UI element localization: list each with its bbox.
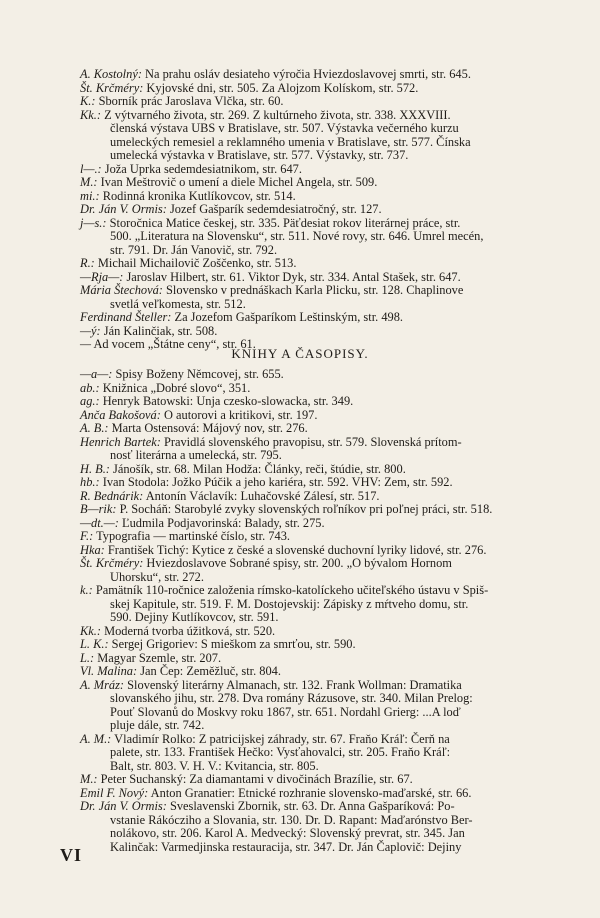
entry-author: ab.:	[80, 380, 100, 395]
entry-author: mi.:	[80, 188, 100, 203]
index-entry	[80, 652, 530, 666]
entry-text-line: Michail Michailovič Zoščenko, str. 513.	[94, 256, 297, 270]
index-entry	[80, 271, 530, 285]
entry-text-line: skej Kapitule, str. 519. F. M. Dostojevskij: Zápisky z mŕtveho domu, str.	[110, 596, 469, 611]
entry-text-line: Vladimír Rolko: Z patricijskej záhrady, str. 67. Fraňo Kráľ: Čerň na	[111, 731, 450, 746]
section-heading: KNIHY A ČASOPISY.	[231, 346, 369, 361]
index-entry	[80, 557, 530, 584]
index-entry	[80, 490, 530, 504]
entry-text-line: umeleckých remesiel a reklamného umenia v Bratislave, str. 577. Čínska	[110, 134, 471, 149]
entry-author: A. Mráz:	[80, 677, 125, 692]
entry-author: l—.:	[80, 161, 102, 176]
entry-author: Anča Bakošová:	[80, 407, 161, 422]
entry-author: —ý:	[80, 323, 101, 338]
entry-text-line: Antonín Václavík: Luhačovské Zálesí, str. 517.	[143, 488, 380, 503]
entry-text-line: Za Jozefom Gašparíkom Leštinským, str. 498.	[171, 310, 404, 324]
entry-author: Henrich Bartek:	[80, 434, 161, 449]
entry-author: Dr. Ján V. Ormis:	[80, 799, 167, 813]
index-entry	[80, 530, 530, 544]
entry-text-line: Rodinná kronika Kutlíkovcov, str. 514.	[99, 188, 296, 203]
entry-text-line: Moderná tvorba úžitková, str. 520.	[101, 623, 276, 638]
entry-text-line: Jozef Gašparík sedemdesiatročný, str. 127.	[166, 202, 382, 216]
entry-text-line: Marta Ostensová: Májový nov, str. 276.	[108, 421, 308, 435]
index-entry	[80, 436, 530, 463]
entry-author: Št. Krčméry:	[80, 556, 144, 570]
index-entry	[80, 733, 530, 774]
entry-text-line: str. 791. Dr. Ján Vanovič, str. 792.	[110, 242, 278, 257]
index-entry	[80, 109, 530, 163]
entry-text-line: Pamätník 110-ročnice založenia rímsko-katolíckeho učiteľského ústavu v Spiš-	[92, 583, 489, 597]
entry-author: —dt.—:	[80, 515, 119, 530]
entry-author: Mária Štechová:	[80, 283, 163, 297]
entry-author: A. Kostolný:	[80, 67, 142, 81]
entry-text-line: Pouť Slovanů do Moskvy roku 1867, str. 651. Nordahl Grierg: ...A loď	[110, 704, 461, 719]
index-entry	[80, 382, 530, 396]
entry-text-line: Typografia — martinské číslo, str. 743.	[93, 529, 290, 543]
entry-text-line: umelecká výstavka v Bratislave, str. 577. Výstavky, str. 737.	[110, 148, 409, 162]
index-entry	[80, 190, 530, 204]
index-entry	[80, 311, 530, 325]
index-entry	[80, 638, 530, 652]
index-entry	[80, 625, 530, 639]
entry-text-line: palete, str. 133. František Hečko: Vysťahovalci, str. 205. Fraňo Kráľ:	[110, 745, 451, 759]
entry-author: R.:	[80, 256, 95, 270]
entry-text-line: vstanie Rákócziho a Slovania, str. 130. Dr. D. Rapant: Maďarónstvo Ber-	[110, 812, 473, 827]
entry-author: k.:	[80, 583, 93, 597]
entry-text-line: Joža Uprka sedemdesiatnikom, str. 647.	[101, 161, 302, 176]
entry-author: M.:	[80, 772, 98, 786]
index-entry	[80, 257, 530, 271]
entry-author: j—s.:	[80, 215, 107, 230]
entry-author: H. B.:	[80, 461, 110, 476]
entry-text-line: Ľudmila Podjavorinská: Balady, str. 275.	[118, 515, 325, 530]
entry-author: Vl. Malina:	[80, 664, 138, 678]
entry-author: K.:	[80, 94, 96, 108]
index-entry	[80, 409, 530, 423]
entry-text-line: Ad vocem „Štátne ceny“, str. 61.	[91, 337, 256, 351]
index-entry	[80, 517, 530, 531]
entry-text-line: Sveslavenski Zbornik, str. 63. Dr. Anna Gašparíková: Po-	[166, 799, 455, 813]
entry-author: Kk.:	[80, 623, 101, 638]
index-entry	[80, 773, 530, 787]
entry-text-line: Kalinčak: Varmedjinska restauracija, str. 347. Dr. Ján Čaplovič: Dejiny	[110, 839, 462, 854]
entry-author: Ferdinand Šteller:	[80, 310, 172, 324]
author-index-books	[80, 368, 530, 854]
entry-text-line: Henryk Batowski: Unja czesko-slowacka, str. 349.	[99, 394, 354, 408]
entry-text-line: Jan Čep: Zeměžluč, str. 804.	[137, 664, 281, 678]
entry-author: F.:	[80, 529, 94, 543]
entry-text-line: Z výtvarného života, str. 269. Z kultúrneho života, str. 338. XXXVIII.	[101, 107, 451, 122]
entry-author: —	[80, 337, 92, 351]
entry-text-line: Pravidlá slovenského pravopisu, str. 579. Slovenská prítom-	[160, 434, 462, 449]
entry-author: Dr. Ján V. Ormis:	[80, 202, 167, 216]
entry-text-line: Storočnica Matice českej, str. 335. Päťdesiat rokov literárnej práce, str.	[106, 215, 461, 230]
index-entry	[80, 68, 530, 82]
entry-author: hb.:	[80, 475, 100, 489]
entry-author: —Rja—:	[80, 269, 124, 284]
entry-text-line: P. Socháň: Starobylé zvyky slovenských roľníkov pri poľnej práci, str. 518.	[116, 502, 493, 516]
index-entry	[80, 463, 530, 477]
entry-text-line: Slovenský literárny Almanach, str. 132. Frank Wollman: Dramatika	[124, 677, 462, 692]
entry-author: L. K.:	[80, 637, 109, 651]
index-entry	[80, 284, 530, 311]
entry-text-line: Magyar Szemle, str. 207.	[94, 650, 222, 665]
entry-text-line: Ján Kalinčiak, str. 508.	[100, 323, 218, 338]
entry-text-line: František Tichý: Kytice z české a slovenské duchovní lyriky lidové, str. 276.	[104, 542, 487, 557]
entry-author: Emil F. Nový:	[80, 785, 149, 800]
entry-text-line: Balt, str. 803. V. H. V.: Kvitancia, str. 805.	[110, 758, 319, 773]
page-number: VI	[60, 845, 83, 865]
entry-author: Hka:	[80, 542, 105, 557]
entry-author: —a—:	[80, 367, 113, 381]
entry-text-line: Ivan Stodola: Jožko Púčik a jeho kariéra, str. 592. VHV: Zem, str. 592.	[99, 475, 453, 489]
entry-text-line: Kyjovské dni, str. 505. Za Alojzom Kolískom, str. 572.	[143, 80, 419, 95]
entry-text-line: 500. „Literatura na Slovensku“, str. 511. Nové rovy, str. 646. Umrel mecén,	[110, 229, 484, 243]
entry-text-line: Sergej Grigoriev: S mieškom za smrťou, str. 590.	[108, 637, 356, 651]
index-entry	[80, 503, 530, 517]
index-entry	[80, 787, 530, 801]
entry-text-line: Knižnica „Dobré slovo“, 351.	[99, 380, 251, 395]
entry-text-line: Jánošík, str. 68. Milan Hodža: Články, reči, štúdie, str. 800.	[109, 461, 406, 476]
index-entry	[80, 395, 530, 409]
index-entry	[80, 665, 530, 679]
entry-text-line: Anton Granatier: Etnické rozhranie slovensko-maďarské, str. 66.	[148, 785, 472, 800]
entry-text-line: svetlá veľkomesta, str. 512.	[110, 296, 246, 311]
entry-text-line: Hviezdoslavove Sobrané spisy, str. 200. „O bývalom Hornom	[143, 556, 452, 570]
entry-text-line: Ivan Meštrovič o umení a diele Michel Angela, str. 509.	[97, 175, 378, 189]
entry-text-line: nolákovo, str. 206. Karol A. Medvecký: Slovenský prevrat, str. 345. Jan	[110, 826, 465, 840]
index-entry	[80, 800, 530, 854]
index-entry	[80, 544, 530, 558]
entry-author: L.:	[80, 650, 95, 665]
entry-text-line: Slovensko v prednáškach Karla Plicku, str. 128. Chaplinove	[162, 283, 464, 297]
index-entry	[80, 325, 530, 339]
entry-author: Kk.:	[80, 107, 101, 122]
index-entry	[80, 476, 530, 490]
entry-author: ag.:	[80, 394, 100, 408]
index-entry	[80, 368, 530, 382]
entry-author: M.:	[80, 175, 98, 189]
entry-text-line: Sborník prác Jaroslava Vlčka, str. 60.	[95, 94, 284, 108]
entry-author: A. B.:	[80, 421, 109, 435]
index-entry	[80, 82, 530, 96]
entry-text-line: slovanského jihu, str. 278. Dva romány Rázusove, str. 340. Milan Prelog:	[110, 691, 473, 705]
index-entry	[80, 422, 530, 436]
entry-author: R. Bednárik:	[80, 488, 144, 503]
entry-text-line: Peter Suchanský: Za diamantami v divočinách Brazílie, str. 67.	[97, 772, 413, 786]
entry-text-line: Na prahu osláv desiateho výročia Hviezdoslavovej smrti, str. 645.	[141, 67, 471, 81]
index-entry	[80, 679, 530, 733]
entry-text-line: nosť literárna a umelecká, str. 795.	[110, 448, 282, 462]
index-entry	[80, 203, 530, 217]
entry-text-line: Uhorsku“, str. 272.	[110, 569, 204, 584]
entry-author: B—rik:	[80, 502, 117, 516]
index-entry	[80, 217, 530, 258]
entry-text-line: Spisy Boženy Němcovej, str. 655.	[112, 367, 284, 381]
entry-text-line: pluje dále, str. 742.	[110, 718, 205, 732]
entry-text-line: O autorovi a kritikovi, str. 197.	[160, 407, 318, 422]
entry-author: Št. Krčméry:	[80, 80, 144, 95]
entry-text-line: Jaroslav Hilbert, str. 61. Viktor Dyk, str. 334. Antal Stašek, str. 647.	[123, 269, 461, 284]
index-entry	[80, 176, 530, 190]
author-index-top	[80, 68, 530, 352]
entry-text-line: 590. Dejiny Kutlíkovcov, str. 591.	[110, 610, 279, 624]
entry-text-line: členská výstava UBS v Bratislave, str. 507. Výstavka večerného kurzu	[110, 121, 459, 135]
entry-author: A. M.:	[80, 731, 112, 746]
index-entry	[80, 584, 530, 625]
index-entry	[80, 163, 530, 177]
index-entry	[80, 95, 530, 109]
